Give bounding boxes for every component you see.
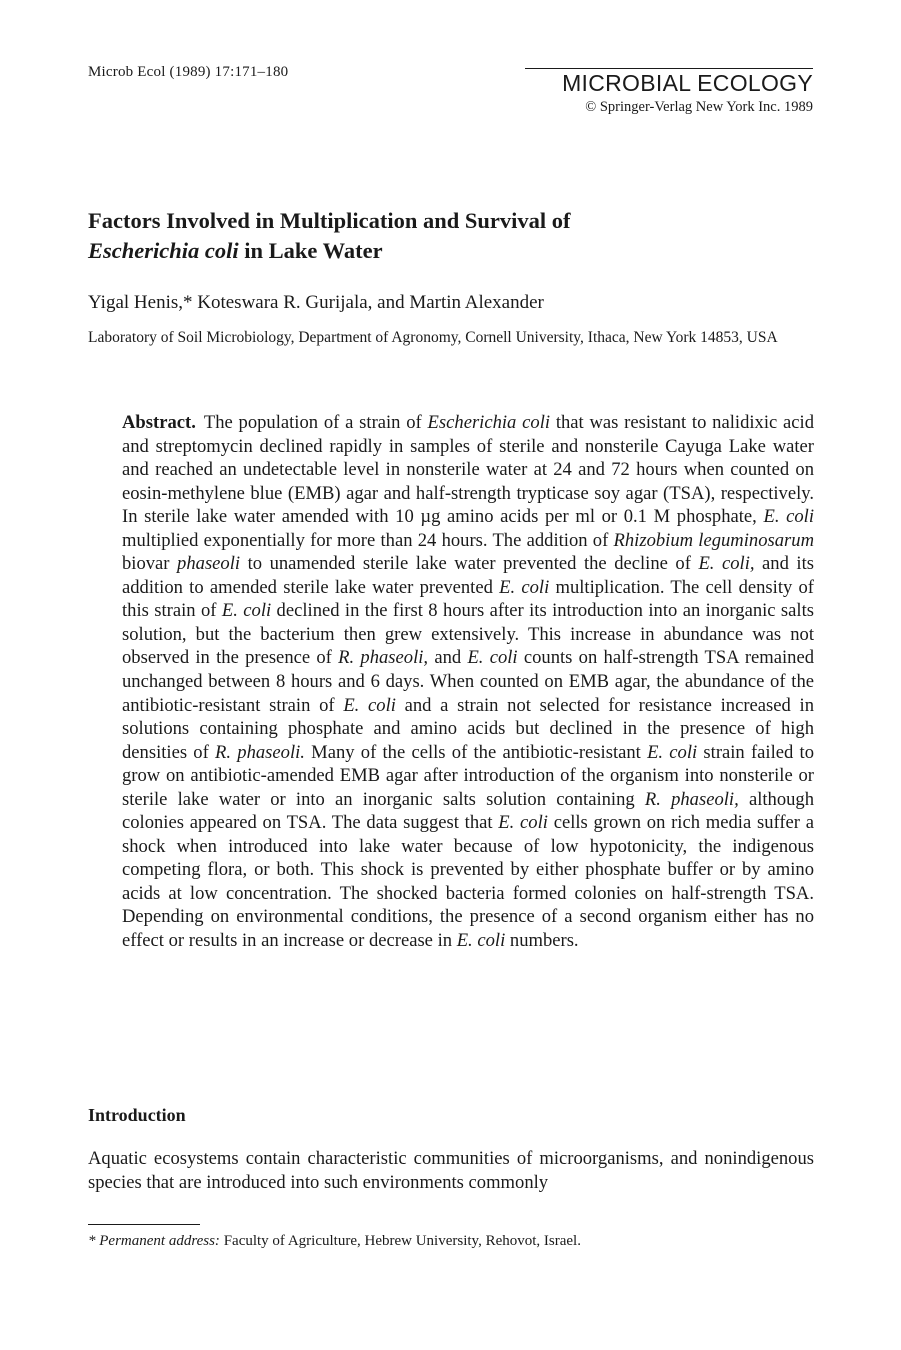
- abstract-text: counts on half-strength TSA remained unchanged between 8 hours and 6 days. When counted on EMB agar, the abundance of the antibiotic-resistant strain of: [122, 647, 814, 716]
- abstract-italic-term: E. coli,: [698, 553, 755, 575]
- abstract-label: Abstract.: [122, 412, 196, 433]
- abstract-text: biovar: [122, 553, 178, 575]
- abstract-italic-term: E. coli: [456, 930, 506, 952]
- masthead-rule: [525, 68, 813, 69]
- abstract-italic-term: R. phaseoli.: [215, 741, 305, 763]
- abstract-text: and its addition to amended sterile lake water prevented: [122, 553, 814, 598]
- copyright-line: © Springer-Verlag New York Inc. 1989: [585, 99, 813, 115]
- author-list: Yigal Henis,* Koteswara R. Gurijala, and Martin Alexander: [88, 292, 544, 313]
- abstract-text: The population of a strain of: [203, 412, 428, 433]
- abstract-text: strain failed to grow on antibiotic-amended EMB agar after introduction of the organism into nonsterile or sterile lake water or into an inorganic salts solution containing: [122, 741, 814, 810]
- abstract-text: and a strain not selected for resistance increased in solutions containing phosphate and amino acids but declined in the presence of high densities of: [122, 694, 814, 763]
- abstract-italic-term: E. coli: [498, 812, 548, 834]
- title-species-name: Escherichia coli: [88, 238, 239, 263]
- article-title: [88, 206, 808, 266]
- abstract-text: multiplied exponentially for more than 24 hours. The addition of: [122, 529, 614, 551]
- abstract-italic-term: Rhizobium leguminosarum: [613, 529, 814, 551]
- footnote: [88, 1233, 581, 1250]
- section-heading-introduction: Introduction: [88, 1105, 186, 1125]
- abstract-italic-term: R. phaseoli,: [644, 788, 739, 810]
- abstract-italic-term: E. coli: [221, 600, 272, 622]
- abstract-italic-term: Escherichia coli: [427, 412, 551, 433]
- abstract-body: [122, 412, 814, 951]
- title-line-2-rest: in Lake Water: [238, 238, 383, 263]
- abstract-text: declined in the first 8 hours after its introduction into an inorganic salts solution, but the bacterium then grew extensively. This increase in abundance was not observed in the presence of: [122, 600, 814, 669]
- footnote-label: * Permanent address:: [88, 1233, 220, 1249]
- abstract-text: to unamended sterile lake water prevented the decline of: [240, 553, 699, 575]
- introduction-paragraph: Aquatic ecosystems contain characteristic communities of microorganisms, and nonindigenous species that are introduced into such environments commonly: [88, 1148, 814, 1193]
- abstract-italic-term: E. coli: [467, 647, 518, 669]
- abstract-text: numbers.: [505, 930, 579, 952]
- title-line-2: [88, 236, 808, 266]
- abstract-italic-term: E. coli: [763, 506, 814, 528]
- footnote-rule: [88, 1224, 200, 1225]
- abstract-italic-term: E. coli: [343, 694, 396, 716]
- abstract-text: and: [428, 647, 468, 669]
- abstract: [122, 411, 814, 953]
- abstract-italic-term: E. coli: [499, 576, 550, 598]
- journal-name: MICROBIAL ECOLOGY: [562, 70, 813, 96]
- journal-masthead: [525, 68, 813, 116]
- title-line-1: Factors Involved in Multiplication and Survival of: [88, 208, 571, 233]
- journal-citation: Microb Ecol (1989) 17:171–180: [88, 64, 289, 80]
- abstract-text: Many of the cells of the antibiotic-resistant: [304, 741, 648, 763]
- abstract-italic-term: phaseoli: [177, 553, 241, 575]
- abstract-text: although colonies appeared on TSA. The data suggest that: [122, 788, 815, 834]
- abstract-italic-term: R. phaseoli,: [338, 647, 429, 669]
- abstract-text: cells grown on rich media suffer a shock when introduced into lake water because of low hypotonicity, the indigenous competing flora, or both. This shock is prevented by either phosphate buffer or by amino acids at low concentration. The shocked bacteria formed colonies on half-strength TSA. Depending on environmental conditions, the presence of a second organism either has no effect or results in an increase or decrease in: [122, 812, 814, 952]
- footnote-text: Faculty of Agriculture, Hebrew University, Rehovot, Israel.: [219, 1233, 581, 1249]
- abstract-italic-term: E. coli: [647, 741, 698, 763]
- abstract-text: that was resistant to nalidixic acid and streptomycin declined rapidly in samples of sterile and nonsterile Cayuga Lake water and reached an undetectable level in nonsterile water at 24 and 72 hours when counted on eosin-methylene blue (EMB) agar and half-strength trypticase soy agar (TSA), respectively. In sterile lake water amended with 10 µg amino acids per ml or 0.1 M phosphate,: [122, 412, 814, 528]
- author-affiliation: Laboratory of Soil Microbiology, Department of Agronomy, Cornell University, Ithaca, New York 14853, USA: [88, 329, 778, 346]
- abstract-text: multiplication. The cell density of this strain of: [122, 576, 814, 622]
